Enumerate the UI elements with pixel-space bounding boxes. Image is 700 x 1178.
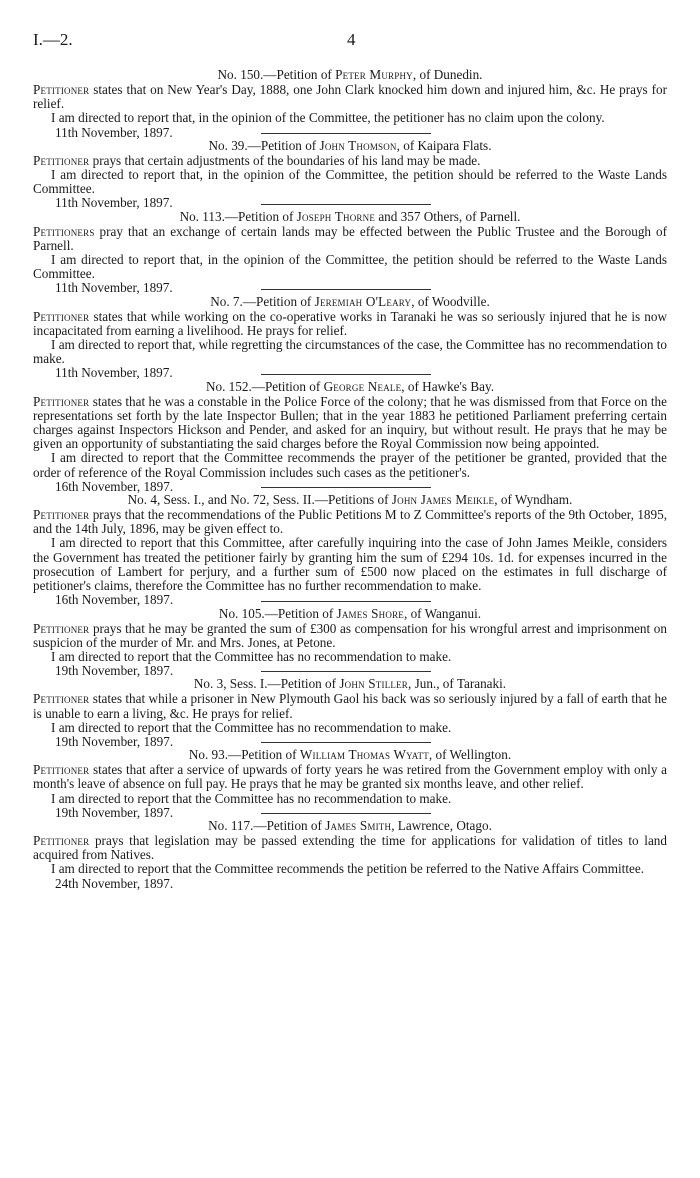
petitioner-lead: Petitioner bbox=[33, 308, 90, 324]
petitioner-lead: Petitioner bbox=[33, 691, 90, 707]
petition-title bbox=[33, 209, 667, 225]
petitioner-lead: Petitioner bbox=[33, 82, 90, 97]
petition-number: No. 7.—Petition of bbox=[210, 293, 315, 309]
petition-entry bbox=[33, 492, 667, 608]
petition-statement: Petitioner states that while a prisoner in New Plymouth Gaol his back was so seriously injured by a fall of earth that he is unable to earn a living, &c. He prays for relief. bbox=[33, 691, 667, 721]
section-divider bbox=[261, 813, 431, 814]
petition-title bbox=[33, 747, 667, 763]
petition-statement: Petitioner prays that he may be granted the sum of £300 as compensation for his wrongful arrest and imprisonment on suspicion of the murder of Mr. and Mrs. Jones, at Petone. bbox=[33, 620, 667, 650]
petition-place: , of Dunedin. bbox=[412, 67, 483, 82]
petition-title bbox=[33, 818, 667, 834]
petitioner-name: James Smith bbox=[325, 817, 392, 833]
report-date: 19th November, 1897. bbox=[55, 733, 174, 749]
petition-entry bbox=[33, 676, 667, 749]
petition-place: , of Wyndham. bbox=[494, 492, 573, 508]
petition-place: , of Kaipara Flats. bbox=[396, 137, 492, 153]
petitioner-name: George Neale bbox=[323, 378, 402, 394]
petition-place: , Lawrence, Otago. bbox=[391, 817, 492, 833]
petition-title bbox=[33, 138, 667, 154]
petition-title bbox=[33, 67, 667, 83]
petition-number: No. 3, Sess. I.—Petition of bbox=[193, 676, 340, 692]
petitioner-name: John Thomson bbox=[319, 137, 397, 153]
petition-statement: Petitioner states that he was a constable in the Police Force of the colony; that he was dismissed from that Force on the representations set forth by the late Inspector Bullen; that in the year 1883 he petitioned Parliament preferring certain charges against Inspectors Hickson and Pender, and asked for an inquiry, but without result. He prays that he may be given an opportunity of substantiating the said charges before the Royal Commission now being appointed. bbox=[33, 393, 667, 452]
committee-report: I am directed to report that this Committee, after carefully inquiring into the case of John James Meikle, considers the Government has treated the petitioner fairly by granting him the sum of £294 10s. 1d. for expenses incurred in the prosecution of Lambert for perjury, and a further sum of £500 now placed on the estimates in full discharge of petitioner's claims, therefore the Committee has no further recommendation to make. bbox=[33, 535, 667, 594]
committee-report: I am directed to report that the Committee has no recommendation to make. bbox=[51, 790, 452, 806]
report-date: 16th November, 1897. bbox=[55, 478, 174, 494]
section-divider bbox=[261, 671, 431, 672]
petition-number: No. 113.—Petition of bbox=[179, 208, 297, 224]
petition-statement: Petitioner states that after a service of upwards of forty years he was retired from the Government employ with only a month's leave of absence on full pay. He prays that he may be granted six months leave, and other relief. bbox=[33, 762, 667, 792]
petition-statement: Petitioner prays that certain adjustments of the boundaries of his land may be made. bbox=[33, 152, 481, 168]
petitioner-lead: Petitioner bbox=[33, 832, 90, 848]
petitioner-lead: Petitioner bbox=[33, 620, 90, 636]
committee-report: I am directed to report that, in the opinion of the Committee, the petition should be referred to the Waste Lands Committee. bbox=[33, 252, 667, 282]
report-date: 16th November, 1897. bbox=[55, 592, 174, 608]
petition-number: No. 150.—Petition of bbox=[217, 67, 336, 82]
report-date: 24th November, 1897. bbox=[55, 875, 174, 891]
petitioner-lead: Petitioner bbox=[33, 507, 90, 523]
petitioner-lead: Petitioner bbox=[33, 152, 90, 168]
report-date: 11th November, 1897. bbox=[55, 365, 173, 381]
committee-report: I am directed to report that the Committee recommends the petition be referred to the Native Affairs Committee. bbox=[51, 861, 644, 877]
committee-report: I am directed to report that the Committee has no recommendation to make. bbox=[51, 719, 452, 735]
petitioner-lead: Petitioners bbox=[33, 223, 95, 239]
petition-statement: Petitioner prays that the recommendations of the Public Petitions M to Z Committee's reports of the 9th October, 1895, and the 14th July, 1896, may be given effect to. bbox=[33, 507, 667, 537]
section-divider bbox=[261, 289, 431, 290]
section-divider bbox=[261, 374, 431, 375]
petition-number: No. 93.—Petition of bbox=[188, 747, 300, 763]
petition-place: , of Woodville. bbox=[411, 293, 490, 309]
petition-statement: Petitioner prays that legislation may be passed extending the time for applications for validation of titles to land acquired from Natives. bbox=[33, 832, 667, 863]
petition-entry bbox=[33, 747, 667, 820]
committee-report: I am directed to report that the Committee recommends the prayer of the petitioner be granted, provided that the order of reference of the Royal Commission includes such cases as the petitioner's. bbox=[33, 450, 667, 480]
petitioner-name: John James Meikle bbox=[391, 492, 495, 508]
petition-entry bbox=[33, 208, 667, 296]
petition-statement: Petitioner states that on New Year's Day, 1888, one John Clark knocked him down and injured him, &c. He prays for relief. bbox=[33, 82, 667, 112]
petition-title bbox=[33, 379, 667, 395]
running-header bbox=[33, 30, 667, 50]
petitioner-name: William Thomas Wyatt bbox=[299, 747, 429, 763]
committee-report: I am directed to report that the Committee has no recommendation to make. bbox=[51, 648, 452, 664]
report-date: 19th November, 1897. bbox=[55, 663, 174, 679]
petition-place: , Jun., of Taranaki. bbox=[408, 676, 507, 692]
petition-place: and 357 Others, of Parnell. bbox=[375, 208, 521, 224]
petition-place: , of Wanganui. bbox=[403, 605, 482, 621]
petition-entry bbox=[33, 67, 667, 140]
report-date: 19th November, 1897. bbox=[55, 804, 174, 820]
section-divider bbox=[261, 601, 431, 602]
section-divider bbox=[261, 742, 431, 743]
petition-number: No. 4, Sess. I., and No. 72, Sess. II.—Petitions of bbox=[127, 492, 392, 508]
petition-entry bbox=[33, 378, 667, 494]
document-reference: I.—2. bbox=[33, 30, 73, 49]
petition-entry bbox=[33, 137, 667, 211]
committee-report: I am directed to report that, in the opinion of the Committee, the petitioner has no claim upon the colony. bbox=[51, 110, 605, 126]
section-divider bbox=[261, 487, 431, 488]
report-date: 11th November, 1897. bbox=[55, 195, 173, 211]
petition-title bbox=[33, 492, 667, 508]
petitioner-name: Joseph Thorne bbox=[296, 208, 376, 224]
petition-title bbox=[33, 676, 667, 692]
report-date: 11th November, 1897. bbox=[55, 124, 173, 140]
petition-place: , of Wellington. bbox=[428, 747, 512, 763]
petition-statement: Petitioners pray that an exchange of certain lands may be effected between the Public Trustee and the Borough of Parnell. bbox=[33, 223, 667, 253]
report-date: 11th November, 1897. bbox=[55, 280, 173, 296]
committee-report: I am directed to report that, in the opinion of the Committee, the petition should be referred to the Waste Lands Committee. bbox=[33, 167, 667, 197]
petition-place: , of Hawke's Bay. bbox=[401, 378, 495, 394]
petition-statement: Petitioner states that while working on the co-operative works in Taranaki he was so seriously injured that he is now incapacitated from earning a livelihood. He prays for relief. bbox=[33, 308, 667, 338]
petitioner-name: Peter Murphy bbox=[335, 67, 413, 82]
petitioner-name: James Shore bbox=[336, 605, 404, 621]
petition-entry bbox=[33, 818, 667, 891]
section-divider bbox=[261, 133, 431, 134]
petition-title bbox=[33, 294, 667, 310]
petition-number: No. 105.—Petition of bbox=[218, 605, 337, 621]
committee-report: I am directed to report that, while regretting the circumstances of the case, the Committee has no recommendation to make. bbox=[33, 337, 667, 367]
petition-number: No. 117.—Petition of bbox=[208, 817, 326, 833]
petitions-list bbox=[33, 67, 667, 891]
petition-number: No. 152.—Petition of bbox=[205, 378, 324, 394]
page-number: 4 bbox=[347, 30, 356, 49]
petitioner-name: John Stiller bbox=[339, 676, 408, 692]
petitioner-lead: Petitioner bbox=[33, 393, 90, 409]
section-divider bbox=[261, 204, 431, 205]
petition-entry bbox=[33, 605, 667, 679]
petitioner-name: Jeremiah O'Leary bbox=[314, 293, 412, 309]
petition-number: No. 39.—Petition of bbox=[208, 137, 320, 153]
petition-entry bbox=[33, 293, 667, 381]
petitioner-lead: Petitioner bbox=[33, 762, 90, 778]
petition-title bbox=[33, 606, 667, 622]
